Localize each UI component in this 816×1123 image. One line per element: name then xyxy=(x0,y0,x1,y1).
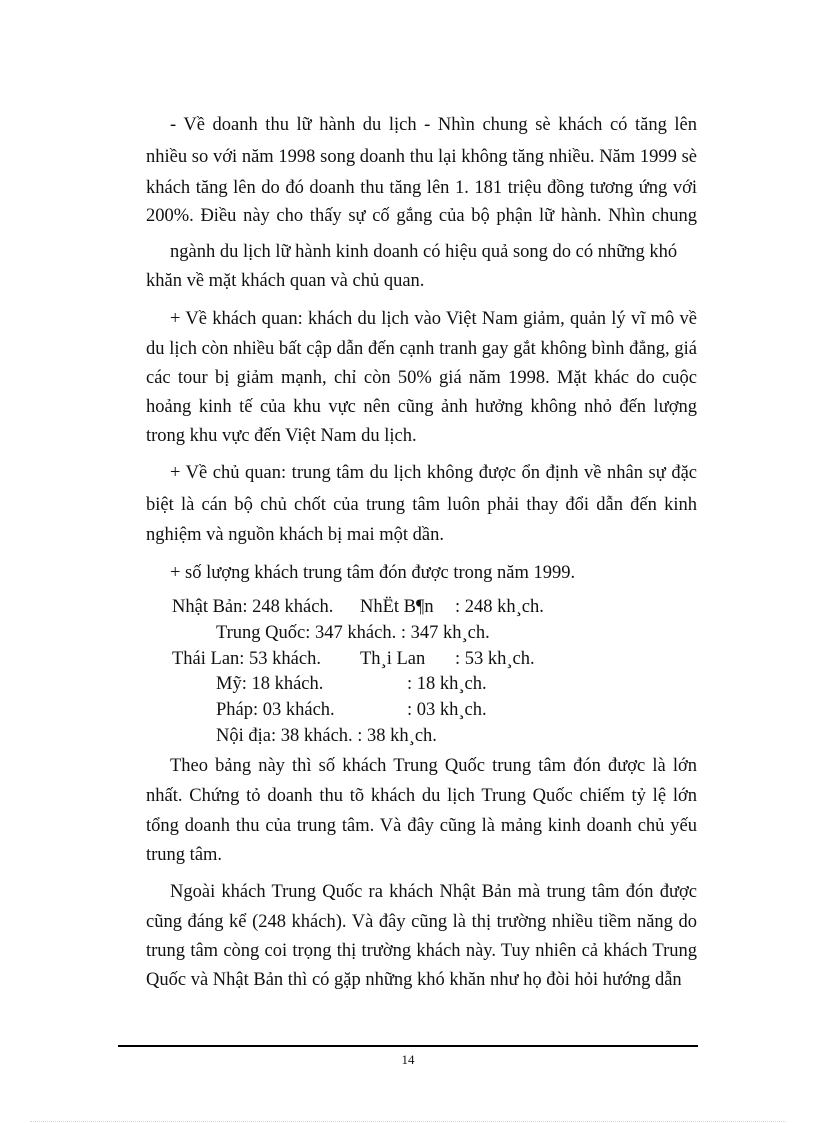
text-line: khách tăng lên do đó doanh thu tăng lên 1. 181 triệu đồng tương ứng với xyxy=(146,178,697,198)
text-line: tổng doanh thu của trung tâm. Và đây cũng là mảng kinh doanh chủ yếu xyxy=(146,816,697,836)
list-item: NhËt B¶n xyxy=(360,597,434,617)
text-line: du lịch còn nhiều bất cập dẫn đến cạnh tranh gay gắt không bình đẳng, giá xyxy=(146,339,697,359)
text-line: 200%. Điều này cho thấy sự cố gắng của bộ phận lữ hành. Nhìn chung xyxy=(146,206,697,226)
list-item: : 53 kh¸ch. xyxy=(455,649,535,669)
list-item: : 18 kh¸ch. xyxy=(407,674,487,694)
list-item: Trung Quốc: 347 khách. : 347 kh¸ch. xyxy=(216,623,490,643)
text-line: Ngoài khách Trung Quốc ra khách Nhật Bản mà trung tâm đón được xyxy=(170,882,697,902)
text-line: Quốc và Nhật Bản thì có gặp những khó khăn như họ đòi hỏi hướng dẫn xyxy=(146,970,682,990)
text-line: trung tâm còng coi trọng thị trường khách này. Tuy nhiên cả khách Trung xyxy=(146,941,697,961)
list-item: Nội địa: 38 khách. : 38 kh¸ch. xyxy=(216,726,437,746)
text-line: hoảng kinh tế của khu vực nên cũng ảnh hưởng không nhỏ đến lượng xyxy=(146,397,697,417)
text-line: + số lượng khách trung tâm đón được trong năm 1999. xyxy=(170,563,576,583)
text-line: nhất. Chứng tỏ doanh thu tõ khách du lịch Trung Quốc chiếm tỷ lệ lớn xyxy=(146,786,697,806)
text-line: - Về doanh thu lữ hành du lịch - Nhìn chung sè khách có tăng lên xyxy=(170,115,697,135)
text-line: ngành du lịch lữ hành kinh doanh có hiệu quả song do có những khó xyxy=(170,242,678,262)
page-edge xyxy=(30,1121,786,1122)
text-line: trung tâm. xyxy=(146,845,223,865)
text-line: + Về chủ quan: trung tâm du lịch không được ổn định về nhân sự đặc xyxy=(170,463,697,483)
list-item: Nhật Bản: 248 khách. xyxy=(172,597,334,617)
text-line: nghiệm và nguồn khách bị mai một dần. xyxy=(146,525,444,545)
text-line: khăn về mặt khách quan và chủ quan. xyxy=(146,271,425,291)
text-line: + Về khách quan: khách du lịch vào Việt Nam giảm, quản lý vĩ mô về xyxy=(170,309,697,329)
page-number: 14 xyxy=(401,1052,415,1067)
text-line: Theo bảng này thì số khách Trung Quốc trung tâm đón được là lớn xyxy=(170,756,697,776)
text-line: cũng đáng kể (248 khách). Và đây cũng là thị trường nhiều tiềm năng do xyxy=(146,912,697,932)
list-item: Th¸i Lan xyxy=(360,649,426,669)
list-item: Thái Lan: 53 khách. xyxy=(172,649,321,669)
list-item: Mỹ: 18 khách. xyxy=(216,674,324,694)
list-item: Pháp: 03 khách. xyxy=(216,700,335,720)
text-line: nhiều so với năm 1998 song doanh thu lại không tăng nhiều. Năm 1999 sè xyxy=(146,147,697,167)
list-item: : 03 kh¸ch. xyxy=(407,700,487,720)
text-line: biệt là cán bộ chủ chốt của trung tâm luôn phải thay đổi dẫn đến kinh xyxy=(146,495,697,515)
text-line: các tour bị giảm mạnh, chỉ còn 50% giá năm 1998. Mặt khác do cuộc xyxy=(146,368,697,388)
footer-divider xyxy=(118,1045,698,1047)
text-line: trong khu vực đến Việt Nam du lịch. xyxy=(146,426,417,446)
list-item: : 248 kh¸ch. xyxy=(455,597,544,617)
